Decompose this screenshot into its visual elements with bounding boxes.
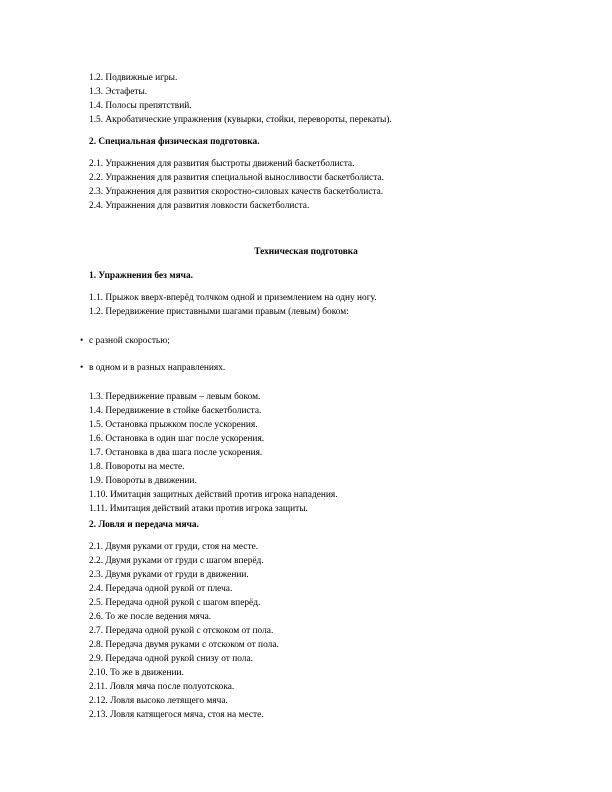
list-item: 1.5. Акробатические упражнения (кувырки, стойки, перевороты, перекаты). [89, 115, 392, 125]
list-item: 1.8. Повороты на месте. [89, 462, 185, 472]
bullet-text: с разной скоростью; [89, 336, 170, 346]
section-title: Техническая подготовка [254, 247, 358, 257]
list-item: 2.2. Двумя руками от груди с шагом вперёд. [89, 556, 264, 566]
list-item: 2.2. Упражнения для развития специальной выносливости баскетболиста. [89, 173, 384, 183]
list-item: 1.10. Имитация защитных действий против игрока нападения. [89, 490, 338, 500]
section-heading: 2. Ловля и передача мяча. [89, 520, 199, 530]
list-item: 1.7. Остановка в два шага после ускорения. [89, 448, 263, 458]
list-item: 2.4. Упражнения для развития ловкости баскетболиста. [89, 201, 310, 211]
list-item: 2.3. Упражнения для развития скоростно-силовых качеств баскетболиста. [89, 187, 384, 197]
list-item: 2.11. Ловля мяча после полуотскока. [89, 682, 235, 692]
bullet-icon: • [80, 363, 84, 373]
list-item: 2.13. Ловля катящегося мяча, стоя на месте. [89, 710, 264, 720]
section-heading: 1. Упражнения без мяча. [89, 271, 193, 281]
list-item: 2.1. Двумя руками от груди, стоя на месте. [89, 542, 259, 552]
list-item: 2.7. Передача одной рукой с отскоком от пола. [89, 626, 274, 636]
list-item: 1.9. Повороты в движении. [89, 476, 197, 486]
section-heading: 2. Специальная физическая подготовка. [89, 137, 260, 147]
list-item: 2.5. Передача одной рукой с шагом вперёд. [89, 598, 261, 608]
bullet-item [80, 335, 170, 347]
list-item: 1.4. Полосы препятствий. [89, 101, 192, 111]
list-item: 2.12. Ловля высоко летящего мяча. [89, 696, 228, 706]
list-item: 2.6. То же после ведения мяча. [89, 612, 212, 622]
list-item: 2.8. Передача двумя руками с отскоком от пола. [89, 640, 279, 650]
list-item: 1.11. Имитация действий атаки против игрока защиты. [89, 504, 308, 514]
list-item: 1.5. Остановка прыжком после ускорения. [89, 420, 258, 430]
list-item: 1.2. Передвижение приставными шагами правым (левым) боком: [89, 307, 349, 317]
list-item: 1.6. Остановка в один шаг после ускорения. [89, 434, 265, 444]
bullet-item [80, 362, 225, 374]
list-item: 2.1. Упражнения для развития быстроты движений баскетболиста. [89, 159, 355, 169]
bullet-text: в одном и в разных направлениях. [89, 363, 226, 373]
list-item: 1.3. Эстафеты. [89, 87, 148, 97]
list-item: 1.2. Подвижные игры. [89, 73, 178, 83]
list-item: 2.9. Передача одной рукой снизу от пола. [89, 654, 253, 664]
list-item: 1.1. Прыжок вверх-вперёд толчком одной и приземлением на одну ногу. [89, 293, 377, 303]
list-item: 2.4. Передача одной рукой от плеча. [89, 584, 233, 594]
bullet-icon: • [80, 336, 84, 346]
list-item: 2.3. Двумя руками от груди в движении. [89, 570, 249, 580]
list-item: 2.10. То же в движении. [89, 668, 184, 678]
list-item: 1.3. Передвижение правым – левым боком. [89, 392, 261, 402]
list-item: 1.4. Передвижение в стойке баскетболиста. [89, 406, 262, 416]
